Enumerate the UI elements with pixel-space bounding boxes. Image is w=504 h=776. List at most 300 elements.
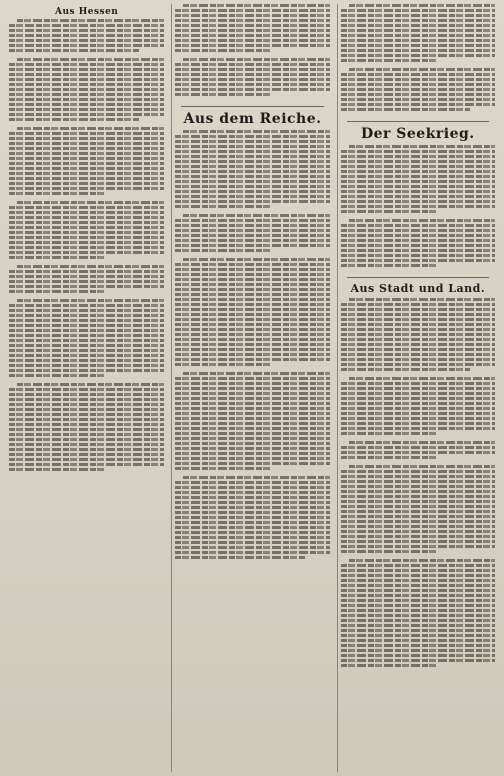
text-line: [175, 190, 329, 193]
text-line: [9, 78, 164, 81]
text-line: [9, 256, 105, 259]
text-line: [175, 244, 329, 247]
text-line: [341, 579, 495, 582]
column-rule: [347, 277, 489, 278]
text-line: [175, 481, 329, 484]
text-line: [9, 236, 164, 239]
text-line: [341, 333, 495, 336]
text-line: [341, 564, 495, 567]
text-line: [341, 629, 495, 632]
text-line: [341, 323, 495, 326]
text-line: [175, 402, 329, 405]
text-line: [341, 249, 495, 252]
text-line: [341, 224, 495, 227]
text-line: [341, 530, 495, 533]
text-line: [341, 475, 495, 478]
text-line: [175, 195, 329, 198]
text-line: [341, 456, 437, 459]
text-line: [175, 185, 329, 188]
text-line: [341, 175, 495, 178]
column-middle: [171, 4, 332, 772]
text-line: [9, 49, 139, 52]
text-line: [341, 614, 495, 617]
text-line: [175, 308, 329, 311]
text-line: [175, 49, 271, 52]
text-line: [341, 619, 495, 622]
text-line: [183, 214, 329, 217]
text-line: [341, 505, 495, 508]
text-line: [175, 73, 329, 76]
text-line: [175, 437, 329, 440]
text-line: [175, 382, 329, 385]
text-line: [9, 349, 164, 352]
text-line: [9, 314, 164, 317]
text-line: [341, 190, 495, 193]
text-line: [175, 526, 329, 529]
text-line: [341, 313, 495, 316]
text-line: [9, 413, 164, 416]
text-line: [175, 24, 329, 27]
text-line: [9, 369, 164, 372]
text-line: [341, 108, 471, 111]
text-line: [175, 135, 329, 138]
text-line: [9, 44, 164, 47]
text-line: [341, 550, 437, 553]
text-line: [341, 363, 495, 366]
text-line: [341, 574, 495, 577]
text-line: [17, 19, 164, 22]
text-line: [175, 491, 329, 494]
text-line: [9, 147, 164, 150]
text-line: [341, 155, 495, 158]
text-line: [9, 172, 164, 175]
text-line: [341, 664, 437, 667]
text-line: [9, 182, 164, 185]
text-line: [9, 108, 164, 111]
text-line: [341, 402, 495, 405]
text-line: [175, 551, 329, 554]
text-line: [341, 318, 495, 321]
text-line: [9, 142, 164, 145]
text-line: [349, 441, 495, 444]
text-line: [341, 604, 495, 607]
text-line: [175, 234, 329, 237]
text-line: [175, 93, 271, 96]
text-line: [175, 224, 329, 227]
text-line: [175, 293, 329, 296]
text-line: [9, 393, 164, 396]
text-line: [341, 328, 495, 331]
section-heading-large: Aus dem Reiche.: [183, 111, 322, 127]
text-line: [175, 263, 329, 266]
text-line: [341, 470, 495, 473]
text-line: [175, 531, 329, 534]
text-line: [175, 486, 329, 489]
text-line: [9, 285, 164, 288]
text-line: [175, 506, 329, 509]
text-line: [175, 175, 329, 178]
text-line: [183, 58, 329, 61]
text-line: [175, 140, 329, 143]
text-line: [341, 239, 495, 242]
text-line: [341, 34, 495, 37]
text-line: [9, 354, 164, 357]
text-line: [9, 29, 164, 32]
text-line: [17, 383, 164, 386]
text-line: [175, 150, 329, 153]
text-line: [341, 480, 495, 483]
text-line: [341, 654, 495, 657]
text-line: [175, 78, 329, 81]
text-line: [17, 201, 164, 204]
text-line: [9, 63, 164, 66]
text-line: [175, 9, 329, 12]
text-line: [349, 377, 495, 380]
text-line: [341, 545, 495, 548]
text-line: [341, 103, 495, 106]
text-line: [9, 418, 164, 421]
text-line: [341, 78, 495, 81]
text-line: [175, 288, 329, 291]
text-line: [175, 432, 329, 435]
paragraph-gap: [341, 269, 495, 273]
text-line: [9, 241, 164, 244]
text-line: [341, 387, 495, 390]
text-line: [9, 423, 164, 426]
text-line: [9, 68, 164, 71]
article-body: [9, 19, 164, 477]
text-line: [9, 329, 164, 332]
text-line: [9, 216, 164, 219]
text-line: [341, 73, 495, 76]
text-line: [9, 118, 139, 121]
text-line: [9, 206, 164, 209]
text-line: [341, 490, 495, 493]
text-line: [9, 152, 164, 155]
text-line: [17, 265, 164, 268]
text-line: [9, 448, 164, 451]
text-line: [175, 14, 329, 17]
text-line: [341, 368, 471, 371]
text-line: [175, 180, 329, 183]
text-line: [9, 458, 164, 461]
text-line: [9, 103, 164, 106]
text-line: [175, 44, 329, 47]
text-line: [341, 520, 495, 523]
text-line: [175, 467, 271, 470]
text-line: [341, 412, 495, 415]
text-line: [9, 463, 164, 466]
text-line: [9, 334, 164, 337]
text-line: [175, 278, 329, 281]
text-line: [349, 465, 495, 468]
text-line: [349, 298, 495, 301]
text-line: [9, 453, 164, 456]
text-line: [349, 145, 495, 148]
text-line: [175, 363, 271, 366]
text-line: [9, 211, 164, 214]
text-line: [341, 14, 495, 17]
text-line: [9, 246, 164, 249]
text-line: [175, 298, 329, 301]
text-line: [341, 432, 437, 435]
text-line: [9, 162, 164, 165]
text-line: [175, 283, 329, 286]
text-line: [9, 290, 105, 293]
text-line: [9, 280, 164, 283]
text-line: [9, 192, 105, 195]
text-line: [341, 525, 495, 528]
article-body: [341, 4, 495, 117]
text-line: [175, 268, 329, 271]
text-line: [175, 501, 329, 504]
text-line: [341, 451, 495, 454]
text-line: [341, 589, 495, 592]
text-line: [341, 634, 495, 637]
text-line: [341, 353, 495, 356]
text-line: [175, 521, 329, 524]
text-line: [341, 338, 495, 341]
text-line: [175, 145, 329, 148]
text-line: [9, 304, 164, 307]
text-line: [175, 427, 329, 430]
text-line: [9, 319, 164, 322]
text-line: [341, 407, 495, 410]
text-line: [175, 68, 329, 71]
text-line: [341, 599, 495, 602]
text-line: [175, 318, 329, 321]
text-line: [175, 160, 329, 163]
text-line: [349, 219, 495, 222]
text-line: [9, 221, 164, 224]
text-line: [9, 177, 164, 180]
section-heading: Aus Hessen: [54, 7, 119, 17]
text-line: [175, 353, 329, 356]
text-line: [341, 98, 495, 101]
text-line: [183, 130, 329, 133]
text-line: [175, 83, 329, 86]
text-line: [341, 49, 495, 52]
text-line: [175, 29, 329, 32]
paragraph-gap: [9, 473, 164, 477]
text-line: [175, 541, 329, 544]
text-line: [341, 649, 495, 652]
text-line: [341, 308, 495, 311]
text-line: [341, 392, 495, 395]
text-line: [341, 569, 495, 572]
text-line: [175, 328, 329, 331]
text-line: [175, 170, 329, 173]
text-line: [9, 98, 164, 101]
text-line: [9, 374, 105, 377]
text-line: [341, 540, 495, 543]
text-line: [341, 160, 495, 163]
text-line: [175, 88, 329, 91]
text-line: [341, 348, 495, 351]
text-line: [341, 83, 495, 86]
text-line: [175, 338, 329, 341]
text-line: [341, 259, 495, 262]
text-line: [341, 485, 495, 488]
text-line: [341, 609, 495, 612]
text-line: [349, 4, 495, 7]
text-line: [9, 24, 164, 27]
text-line: [341, 244, 495, 247]
text-line: [17, 58, 164, 61]
text-line: [175, 407, 329, 410]
text-line: [9, 39, 164, 42]
text-line: [175, 239, 329, 242]
text-line: [341, 44, 495, 47]
text-line: [341, 180, 495, 183]
text-line: [341, 19, 495, 22]
section-heading: Aus Stadt und Land.: [350, 282, 486, 295]
text-line: [341, 29, 495, 32]
text-line: [341, 382, 495, 385]
text-line: [341, 500, 495, 503]
text-line: [9, 324, 164, 327]
text-line: [9, 359, 164, 362]
text-line: [9, 93, 164, 96]
text-line: [9, 113, 164, 116]
text-line: [341, 594, 495, 597]
text-line: [341, 205, 495, 208]
text-line: [341, 639, 495, 642]
text-line: [175, 219, 329, 222]
text-line: [9, 339, 164, 342]
text-line: [341, 24, 495, 27]
text-line: [175, 249, 271, 252]
text-line: [9, 187, 164, 190]
text-line: [341, 200, 495, 203]
text-line: [9, 443, 164, 446]
text-line: [341, 59, 437, 62]
text-line: [175, 511, 329, 514]
text-line: [175, 412, 329, 415]
text-line: [341, 535, 495, 538]
text-line: [341, 343, 495, 346]
text-line: [341, 93, 495, 96]
column-left: [6, 4, 167, 772]
text-line: [175, 323, 329, 326]
text-line: [341, 185, 495, 188]
text-line: [175, 496, 329, 499]
text-line: [341, 659, 495, 662]
text-line: [175, 165, 329, 168]
text-line: [341, 397, 495, 400]
column-rule: [181, 106, 323, 107]
text-line: [341, 624, 495, 627]
article-body: [341, 298, 495, 673]
text-line: [175, 556, 305, 559]
paragraph-gap: [341, 113, 495, 117]
text-line: [341, 39, 495, 42]
text-line: [341, 195, 495, 198]
paragraph-gap: [175, 561, 329, 565]
text-line: [9, 132, 164, 135]
text-line: [183, 258, 329, 261]
text-line: [9, 433, 164, 436]
text-line: [9, 83, 164, 86]
text-line: [175, 200, 329, 203]
text-line: [9, 73, 164, 76]
text-line: [9, 388, 164, 391]
paragraph-gap: [175, 98, 329, 102]
text-line: [9, 408, 164, 411]
column-rule: [347, 121, 489, 122]
text-line: [175, 546, 329, 549]
text-line: [341, 422, 495, 425]
article-body: [175, 4, 329, 102]
paragraph-gap: [341, 669, 495, 673]
text-line: [175, 516, 329, 519]
text-line: [175, 39, 329, 42]
text-line: [9, 167, 164, 170]
section-heading-large: Der Seekrieg.: [360, 126, 475, 142]
text-line: [175, 417, 329, 420]
text-line: [175, 229, 329, 232]
text-line: [341, 254, 495, 257]
text-line: [341, 150, 495, 153]
text-line: [175, 422, 329, 425]
text-line: [9, 157, 164, 160]
text-line: [341, 54, 495, 57]
text-line: [9, 270, 164, 273]
text-line: [341, 303, 495, 306]
text-line: [175, 303, 329, 306]
text-line: [341, 584, 495, 587]
text-line: [175, 377, 329, 380]
text-line: [175, 333, 329, 336]
text-line: [9, 34, 164, 37]
text-line: [175, 457, 329, 460]
text-line: [9, 251, 164, 254]
text-line: [9, 137, 164, 140]
text-line: [341, 9, 495, 12]
text-line: [17, 299, 164, 302]
text-line: [175, 442, 329, 445]
text-line: [9, 226, 164, 229]
text-line: [175, 313, 329, 316]
text-line: [341, 264, 437, 267]
text-line: [341, 644, 495, 647]
text-line: [175, 358, 329, 361]
text-line: [341, 234, 495, 237]
text-line: [9, 438, 164, 441]
text-line: [341, 427, 495, 430]
text-line: [9, 364, 164, 367]
article-body: [175, 130, 329, 565]
text-line: [175, 452, 329, 455]
text-line: [9, 468, 105, 471]
text-line: [175, 34, 329, 37]
text-line: [349, 559, 495, 562]
text-line: [175, 447, 329, 450]
text-line: [9, 309, 164, 312]
text-line: [341, 170, 495, 173]
text-line: [175, 155, 329, 158]
text-line: [9, 88, 164, 91]
text-line: [9, 398, 164, 401]
text-line: [341, 358, 495, 361]
text-line: [175, 536, 329, 539]
text-line: [9, 344, 164, 347]
column-right: [337, 4, 498, 772]
text-line: [175, 19, 329, 22]
text-line: [341, 229, 495, 232]
text-line: [341, 88, 495, 91]
text-line: [341, 495, 495, 498]
